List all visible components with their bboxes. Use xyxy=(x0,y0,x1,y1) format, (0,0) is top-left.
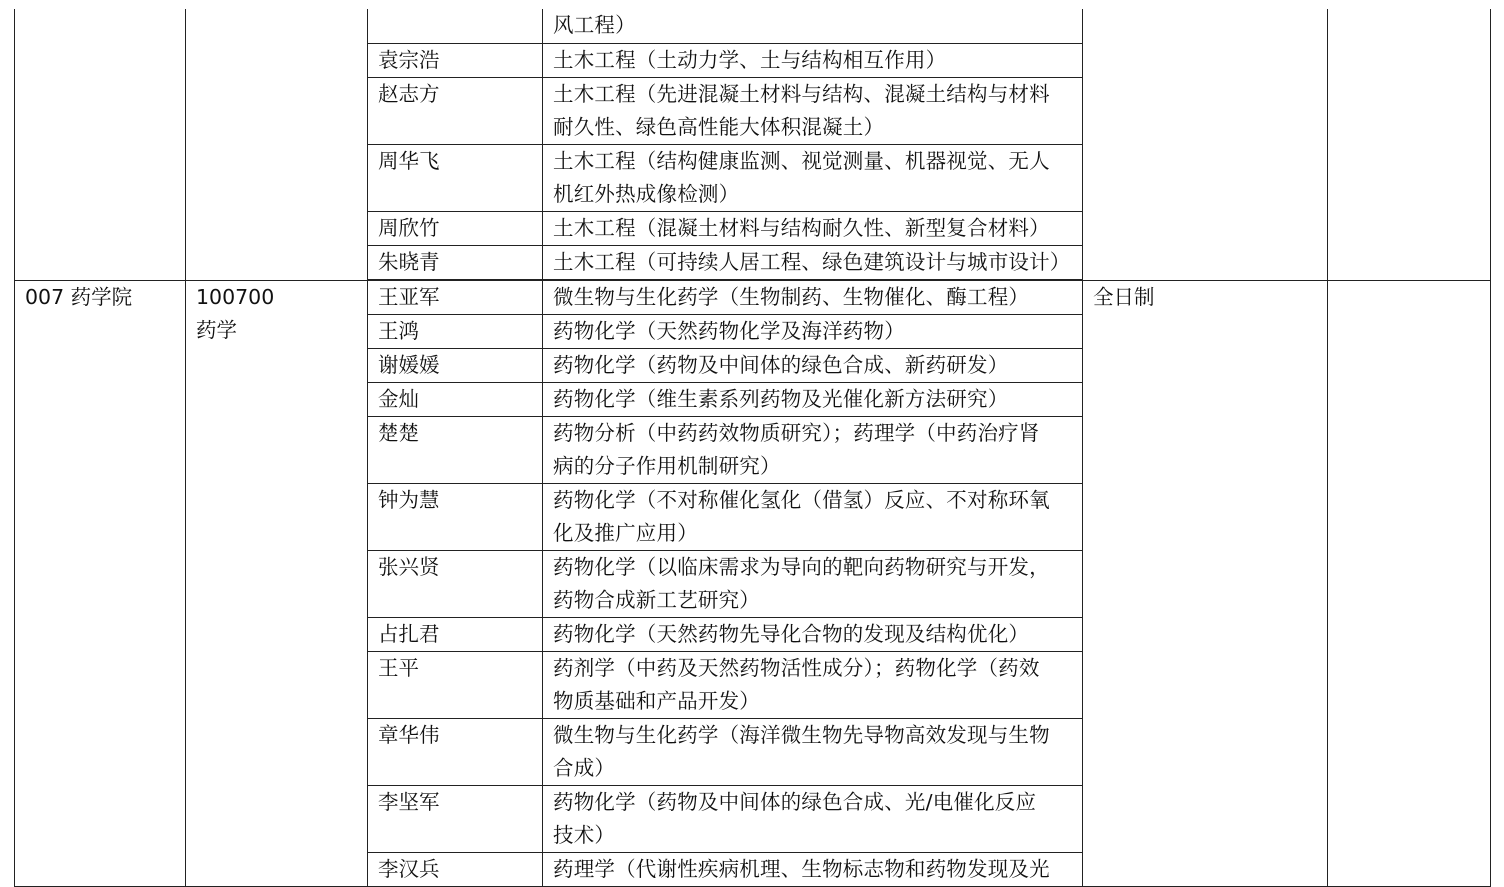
advisor-name: 王亚军 xyxy=(368,280,543,314)
advisor-name: 李坚军 xyxy=(368,785,543,852)
major-cell xyxy=(186,280,368,886)
advisor-name: 金灿 xyxy=(368,382,543,416)
major-code: 100700 xyxy=(196,284,275,309)
research-direction: 药物化学（药物及中间体的绿色合成、新药研发） xyxy=(543,348,1083,382)
research-direction: 药物化学（天然药物化学及海洋药物） xyxy=(543,314,1083,348)
advisor-name: 占扎君 xyxy=(368,617,543,651)
research-direction: 药物化学（药物及中间体的绿色合成、光/电催化反应 技术） xyxy=(543,785,1083,852)
research-direction: 药剂学（中药及天然药物活性成分）；药物化学（药效 物质基础和产品开发） xyxy=(543,651,1083,718)
research-direction: 风工程） xyxy=(543,9,1083,43)
note-cell xyxy=(1328,280,1491,886)
table-row xyxy=(15,280,1491,314)
college-cell-prev xyxy=(15,9,186,280)
research-direction: 土木工程（结构健康监测、视觉测量、机器视觉、无人 机红外热成像检测） xyxy=(543,144,1083,211)
study-mode-cell xyxy=(1083,280,1328,886)
advisor-name: 钟为慧 xyxy=(368,483,543,550)
research-direction: 土木工程（土动力学、土与结构相互作用） xyxy=(543,43,1083,77)
advisor-name: 王鸿 xyxy=(368,314,543,348)
major-name: 药学 xyxy=(196,317,237,342)
advisor-name: 周华飞 xyxy=(368,144,543,211)
major-cell-prev xyxy=(186,9,368,280)
advisor-name: 袁宗浩 xyxy=(368,43,543,77)
research-direction: 土木工程（可持续人居工程、绿色建筑设计与城市设计） xyxy=(543,245,1083,279)
college-name: 007 药学院 xyxy=(25,284,133,309)
research-direction: 微生物与生化药学（海洋微生物先导物高效发现与生物 合成） xyxy=(543,718,1083,785)
note-cell-prev xyxy=(1328,9,1491,280)
research-direction: 药物化学（天然药物先导化合物的发现及结构优化） xyxy=(543,617,1083,651)
table-row xyxy=(15,9,1491,43)
advisor-name: 朱晓青 xyxy=(368,245,543,279)
research-direction: 土木工程（混凝土材料与结构耐久性、新型复合材料） xyxy=(543,211,1083,245)
study-mode-cell-prev xyxy=(1083,9,1328,280)
advisor-name: 章华伟 xyxy=(368,718,543,785)
advisor-name: 赵志方 xyxy=(368,77,543,144)
research-direction: 药物化学（不对称催化氢化（借氢）反应、不对称环氧 化及推广应用） xyxy=(543,483,1083,550)
advisor-name: 谢媛媛 xyxy=(368,348,543,382)
college-cell xyxy=(15,280,186,886)
research-direction: 药理学（代谢性疾病机理、生物标志物和药物发现及光 xyxy=(543,852,1083,886)
research-direction: 土木工程（先进混凝土材料与结构、混凝土结构与材料 耐久性、绿色高性能大体积混凝土） xyxy=(543,77,1083,144)
research-direction: 药物化学（维生素系列药物及光催化新方法研究） xyxy=(543,382,1083,416)
research-direction: 微生物与生化药学（生物制药、生物催化、酶工程） xyxy=(543,280,1083,314)
advisor-name: 周欣竹 xyxy=(368,211,543,245)
advisor-name: 王平 xyxy=(368,651,543,718)
advisor-name: 李汉兵 xyxy=(368,852,543,886)
research-direction: 药物化学（以临床需求为导向的靶向药物研究与开发， 药物合成新工艺研究） xyxy=(543,550,1083,617)
admissions-table xyxy=(14,9,1491,887)
study-mode: 全日制 xyxy=(1093,284,1155,309)
research-direction: 药物分析（中药药效物质研究）；药理学（中药治疗肾 病的分子作用机制研究） xyxy=(543,416,1083,483)
advisor-name: 楚楚 xyxy=(368,416,543,483)
advisor-name: 张兴贤 xyxy=(368,550,543,617)
advisor-name xyxy=(368,9,543,43)
